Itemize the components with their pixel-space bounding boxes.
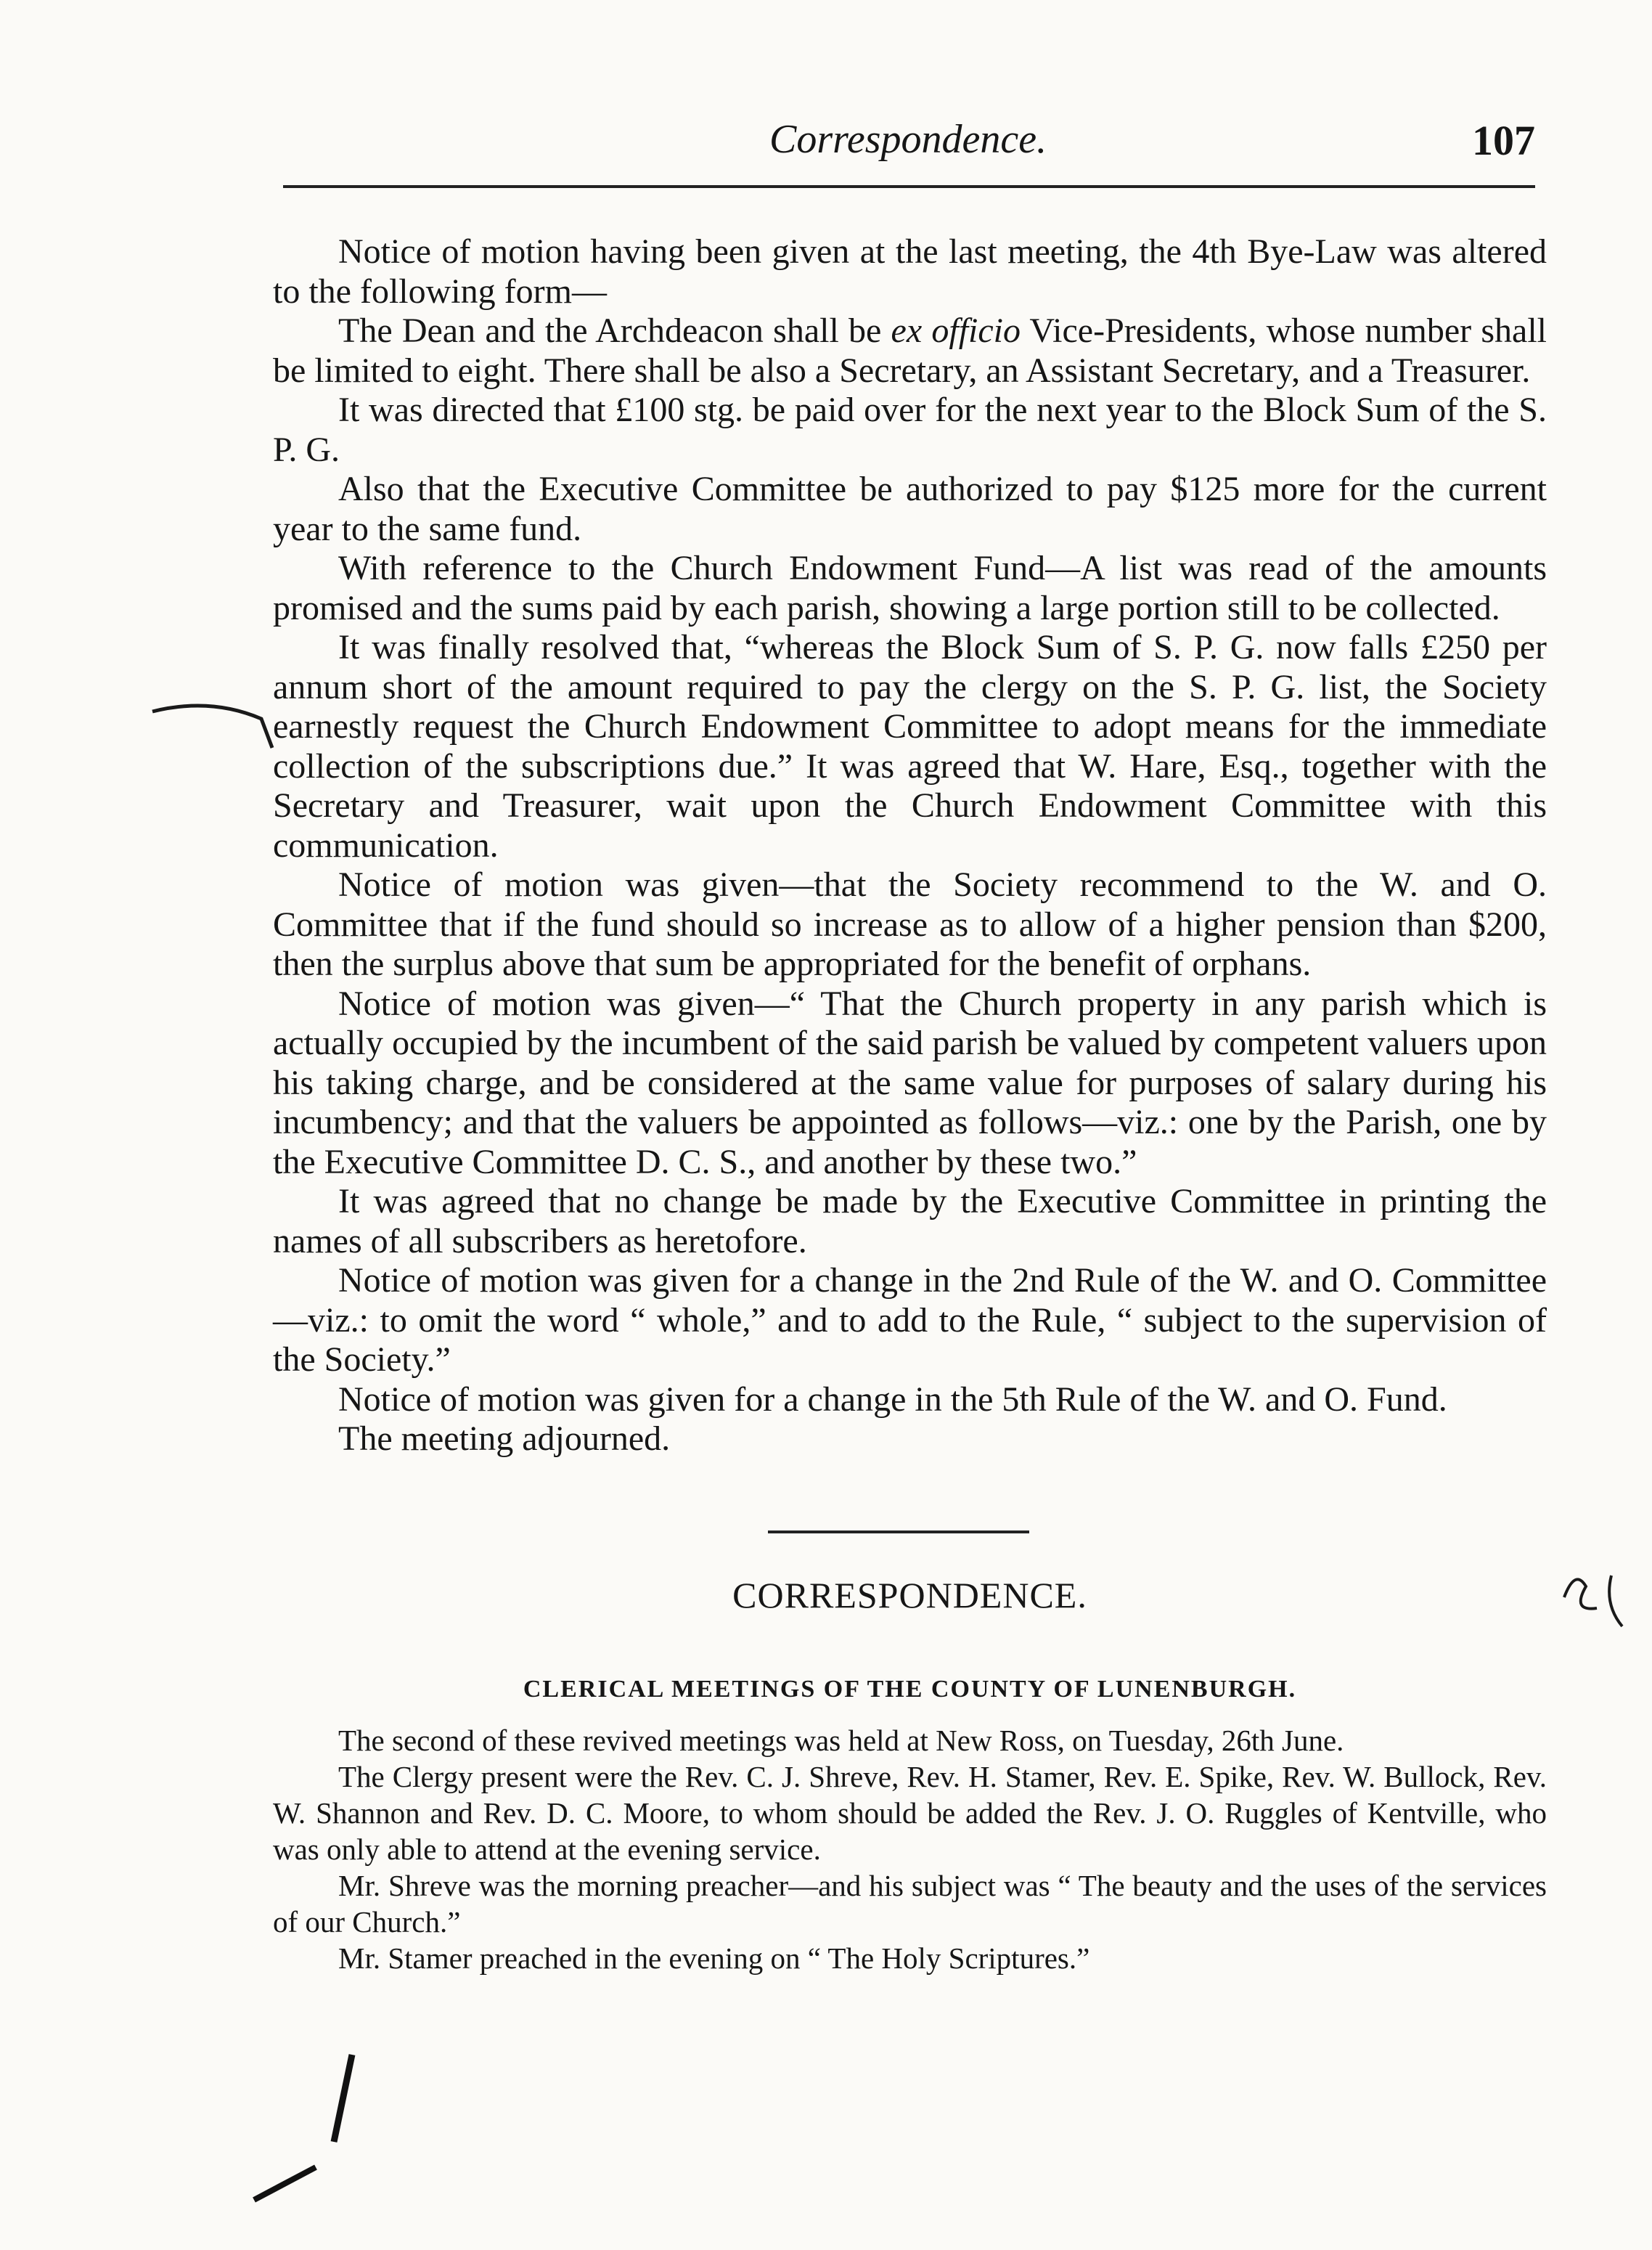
margin-bracket-mark [145, 682, 283, 770]
paragraph-church-property-notice: Notice of motion was given—“ That the Church property in any parish which is actually occupied by the incumbent of the said parish be valued by competent valuers upon his taking charge, and be considered at the same value for purposes of salary during his incumbency; and that the valuers be appointed as follows—viz.: one by the Parish, one by the Executive Committee D. C. S., and another by these two.” [273, 984, 1547, 1181]
page-number: 107 [1472, 117, 1535, 164]
section-divider [768, 1530, 1029, 1533]
paragraph-bye-law: Notice of motion having been given at the last meeting, the 4th Bye-Law was altered to the following form— [273, 232, 1547, 311]
paragraph-clergy-present: The Clergy present were the Rev. C. J. Shreve, Rev. H. Stamer, Rev. E. Spike, Rev. W. Bullock, Rev. W. Shannon and Rev. D. C. Moore, to whom should be added the Rev. J. O. Ruggles of Kentville, who was only able to attend at the evening service. [273, 1759, 1547, 1866]
dean-text-italic: ex officio [891, 311, 1021, 350]
paragraph-pension-notice: Notice of motion was given—that the Society recommend to the W. and O. Committee that if the fund should so increase as to allow of a higher pension than $200, then the surplus above that sum be appropriated for the benefit of orphans. [273, 865, 1547, 983]
paragraph-adjourned: The meeting adjourned. [338, 1419, 671, 1458]
paragraph-endowment-fund: With reference to the Church Endowment Fund—A list was read of the amounts promised and the sums paid by each parish, showing a large portion still to be collected. [273, 549, 1547, 627]
paragraph-dean [273, 311, 1547, 391]
page-header [283, 116, 1535, 189]
paragraph-executive-committee: Also that the Executive Committee be authorized to pay $125 more for the current year to the same fund. [273, 470, 1547, 548]
running-title: Correspondence. [769, 117, 1047, 162]
paragraph-subscribers: It was agreed that no change be made by the Executive Committee in printing the names of all subscribers as heretofore. [273, 1182, 1547, 1260]
section-title: CORRESPONDENCE. [732, 1574, 1087, 1615]
paragraph-2nd-rule-notice: Notice of motion was given for a change in the 2nd Rule of the W. and O. Committee—viz.: to omit the word “ whole,” and to add to the Rule, “ subject to the supervision of the Society.” [273, 1261, 1547, 1379]
initial-strike-mark [319, 2047, 370, 2149]
paragraph-5th-rule-notice: Notice of motion was given for a change in the 5th Rule of the W. and O. Fund. [338, 1379, 1447, 1419]
paragraph-meeting-date: The second of these revived meetings was held at New Ross, on Tuesday, 26th June. [338, 1723, 1344, 1757]
paragraph-evening-sermon: Mr. Stamer preached in the evening on “ The Holy Scriptures.” [338, 1941, 1090, 1975]
paragraph-resolution: It was finally resolved that, “whereas the Block Sum of S. P. G. now falls £250 per annum short of the amount required to pay the clergy on the S. P. G. list, the Society earnestly request the Church Endowment Committee to adopt means for the immediate collection of the subscriptions due.” It was agreed that W. Hare, Esq., together with the Secretary and Treasurer, wait upon the Church Endowment Committee with this communication. [273, 628, 1547, 865]
paragraph-block-sum: It was directed that £100 stg. be paid over for the next year to the Block Sum of the S. P. G. [273, 391, 1547, 469]
article-title: CLERICAL MEETINGS OF THE COUNTY OF LUNENBURGH. [523, 1675, 1297, 1703]
text-column [273, 232, 1547, 1976]
dean-text-after: Vice-Presidents, whose number shall be limited to eight. There shall be also a Secretary, an Assistant Secretary, and a Treasurer. [273, 311, 1547, 390]
pen-nib-mark [247, 2156, 327, 2207]
header-rule [283, 185, 1535, 188]
paragraph-morning-preacher: Mr. Shreve was the morning preacher—and his subject was “ The beauty and the uses of the services of our Church.” [273, 1868, 1547, 1939]
margin-scribble-mark [1553, 1546, 1633, 1634]
dean-text-before: The Dean and the Archdeacon shall be [338, 311, 891, 350]
